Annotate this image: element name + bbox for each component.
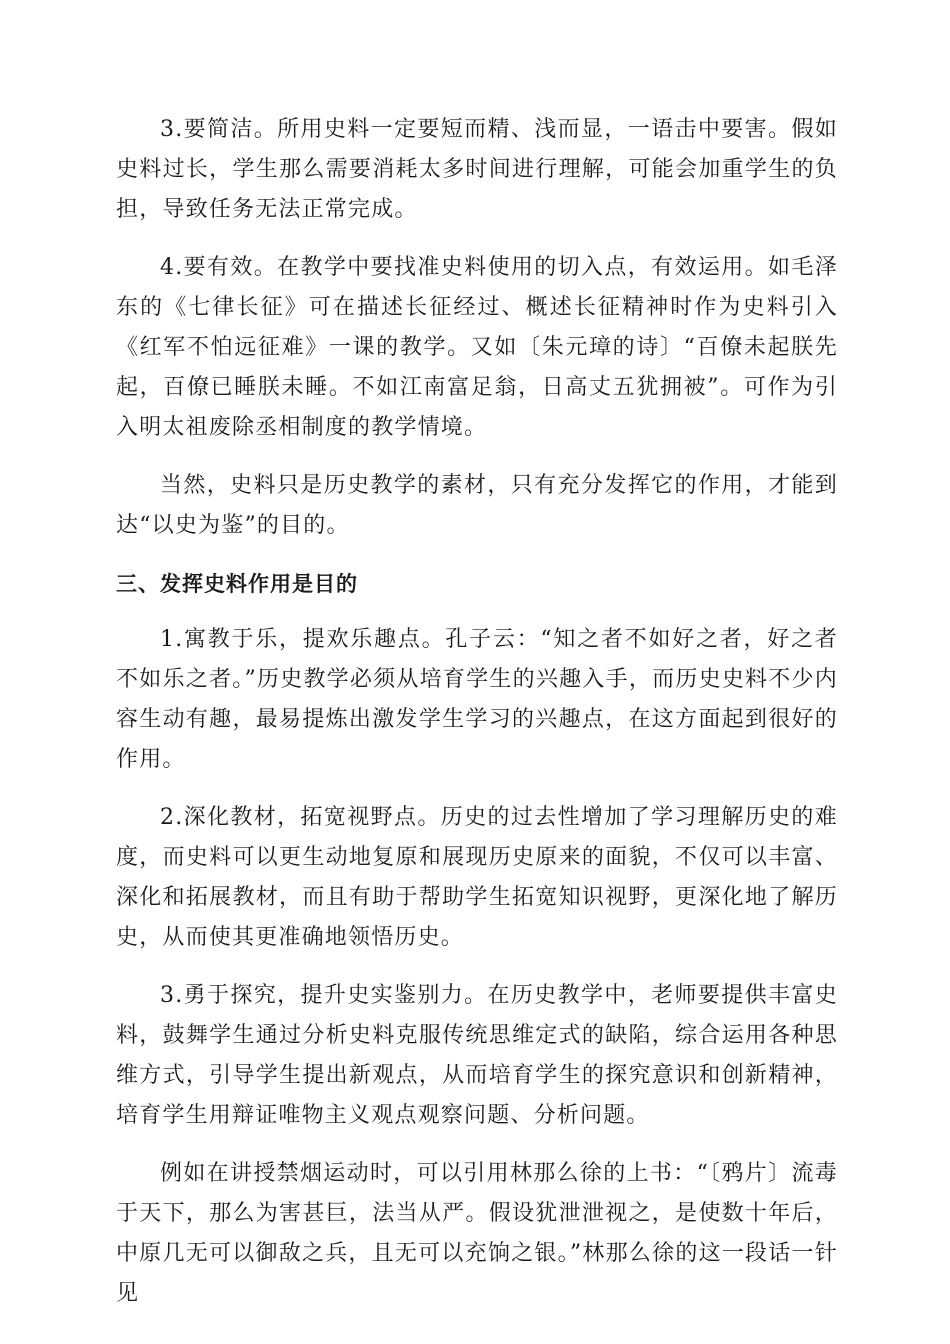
- document-body: [116, 110, 838, 1332]
- paragraph-interest: 1.寓教于乐，提欢乐趣点。孔子云：“知之者不如好之者，好之者不如乐之者。”历史教学必须从培育学生的兴趣入手，而历史史料不少内容生动有趣，最易提炼出激发学生学习的兴趣点，在这方面起到很好的作用。: [116, 627, 838, 772]
- paragraph-effectiveness: 4.要有效。在教学中要找准史料使用的切入点，有效运用。如毛泽东的《七律长征》可在描述长征经过、概述长征精神时作为史料引入《红军不怕远征难》一课的教学。又如〔朱元璋的诗〕“百僚未起朕先起，百僚已睡朕未睡。不如江南富足翁，日高丈五犹拥被”。可作为引入明太祖废除丞相制度的教学情境。: [116, 255, 838, 440]
- paragraph-conclusion: 当然，史料只是历史教学的素材，只有充分发挥它的作用，才能到达“以史为鉴”的目的。: [116, 473, 838, 538]
- section-heading: 三、发挥史料作用是目的: [116, 572, 358, 596]
- paragraph-brevity: 3.要简洁。所用史料一定要短而精、浅而显，一语击中要害。假如史料过长，学生那么需要消耗太多时间进行理解，可能会加重学生的负担，导致任务无法正常完成。: [116, 117, 838, 222]
- paragraph-deepen-textbook: 2.深化教材，拓宽视野点。历史的过去性增加了学习理解历史的难度，而史料可以更生动地复原和展现历史原来的面貌，不仅可以丰富、深化和拓展教材，而且有助于帮助学生拓宽知识视野，更深化地了解历史，从而使其更准确地领悟历史。: [116, 805, 838, 950]
- paragraph-example: 例如在讲授禁烟运动时，可以引用林那么徐的上书：“〔鸦片〕流毒于天下，那么为害甚巨，法当从严。假设犹泄泄视之，是使数十年后，中原几无可以御敌之兵，且无可以充饷之银。”林那么徐的这一段话一针见: [116, 1161, 838, 1306]
- paragraph-inquiry: 3.勇于探究，提升史实鉴别力。在历史教学中，老师要提供丰富史料，鼓舞学生通过分析史料克服传统思维定式的缺陷，综合运用各种思维方式，引导学生提出新观点，从而培育学生的探究意识和创新精神，培育学生用辩证唯物主义观点观察问题、分析问题。: [116, 983, 838, 1128]
